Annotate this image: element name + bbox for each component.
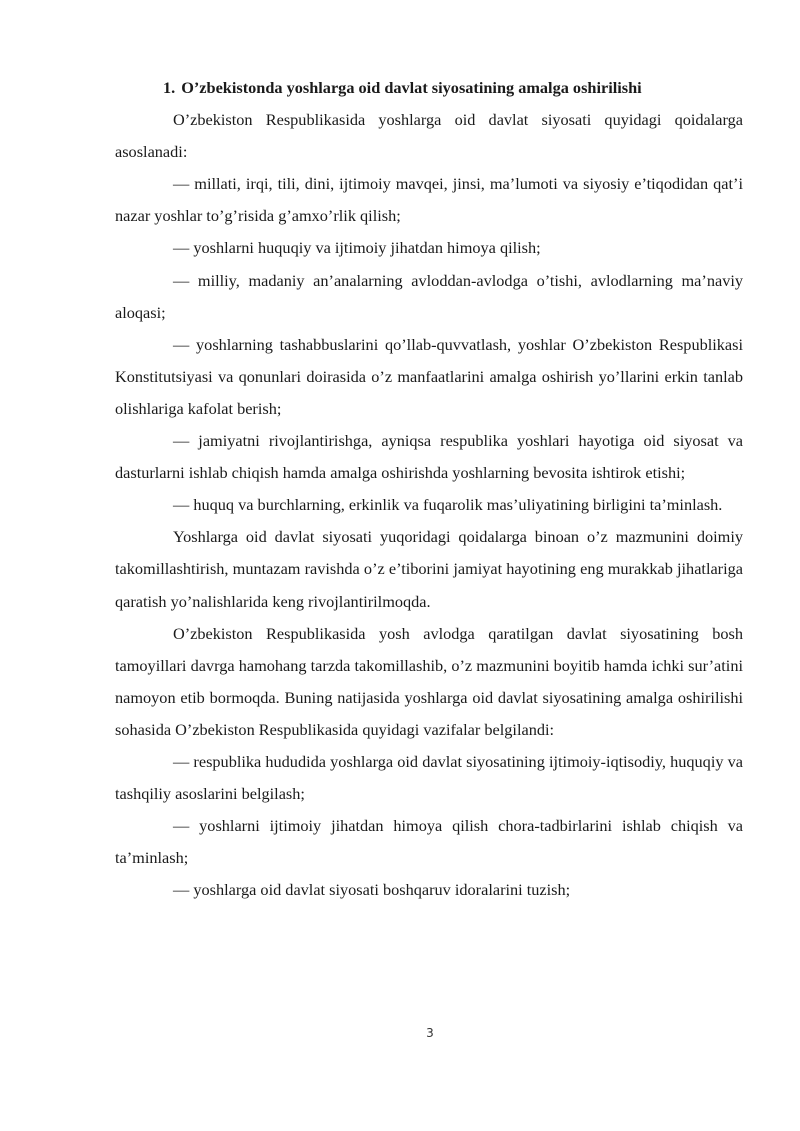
list-item: — yoshlarning tashabbuslarini qo’llab-quvvatlash, yoshlar O’zbekiston Respublikasi Konstitutsiyasi va qonunlari doirasida o’z manfaatlarini amalga oshirish yo’llarini erkin tanlab olishlariga kafolat berish;	[115, 334, 743, 418]
section-heading	[115, 72, 743, 104]
list-item: — huquq va burchlarning, erkinlik va fuqarolik mas’uliyatining birligini ta’minlash.	[173, 495, 723, 515]
section-title: O’zbekistonda yoshlarga oid davlat siyosatining amalga oshirilishi	[181, 78, 642, 97]
section-number: 1.	[163, 78, 176, 97]
paragraph-intro: O’zbekiston Respublikasida yoshlarga oid davlat siyosati quyidagi qoidalarga asoslanadi:	[115, 110, 743, 162]
paragraph: Yoshlarga oid davlat siyosati yuqoridagi qoidalarga binoan o’z mazmunini doimiy takomillashtirish, muntazam ravishda o’z e’tiborini jamiyat hayotining eng murakkab jihatlariga qaratish yo’nalishlarida keng rivojlantirilmoqda.	[115, 527, 743, 611]
list-item: — yoshlarga oid davlat siyosati boshqaruv idoralarini tuzish;	[173, 880, 571, 900]
list-item: — respublika hududida yoshlarga oid davlat siyosatining ijtimoiy-iqtisodiy, huquqiy va tashqiliy asoslarini belgilash;	[115, 751, 743, 804]
paragraph: O’zbekiston Respublikasida yosh avlodga qaratilgan davlat siyosatining bosh tamoyillari davrga hamohang tarzda takomillashib, o’z mazmunini boyitib hamda ichki sur’atini namoyon etib bormoqda. Buning natijasida yoshlarga oid davlat siyosatining amalga oshirilishi sohasida O’zbekiston Respublikasida quyidagi vazifalar belgilandi:	[115, 623, 743, 739]
list-item: — yoshlarni huquqiy va ijtimoiy jihatdan himoya qilish;	[173, 238, 541, 258]
list-item: — millati, irqi, tili, dini, ijtimoiy mavqei, jinsi, ma’lumoti va siyosiy e’tiqodidan qat’i nazar yoshlar to’g’risida g’amxo’rlik qilish;	[115, 174, 743, 226]
document-page	[115, 72, 743, 906]
page-number: 3	[426, 1026, 434, 1040]
list-item: — jamiyatni rivojlantirishga, ayniqsa respublika yoshlari hayotiga oid siyosat va dasturlarni ishlab chiqish hamda amalga oshirishda yoshlarning bevosita ishtirok etishi;	[115, 431, 743, 483]
list-item: — milliy, madaniy an’analarning avloddan-avlodga o’tishi, avlodlarning ma’naviy aloqasi;	[115, 270, 743, 322]
list-item: — yoshlarni ijtimoiy jihatdan himoya qilish chora-tadbirlarini ishlab chiqish va ta’minlash;	[115, 816, 743, 868]
